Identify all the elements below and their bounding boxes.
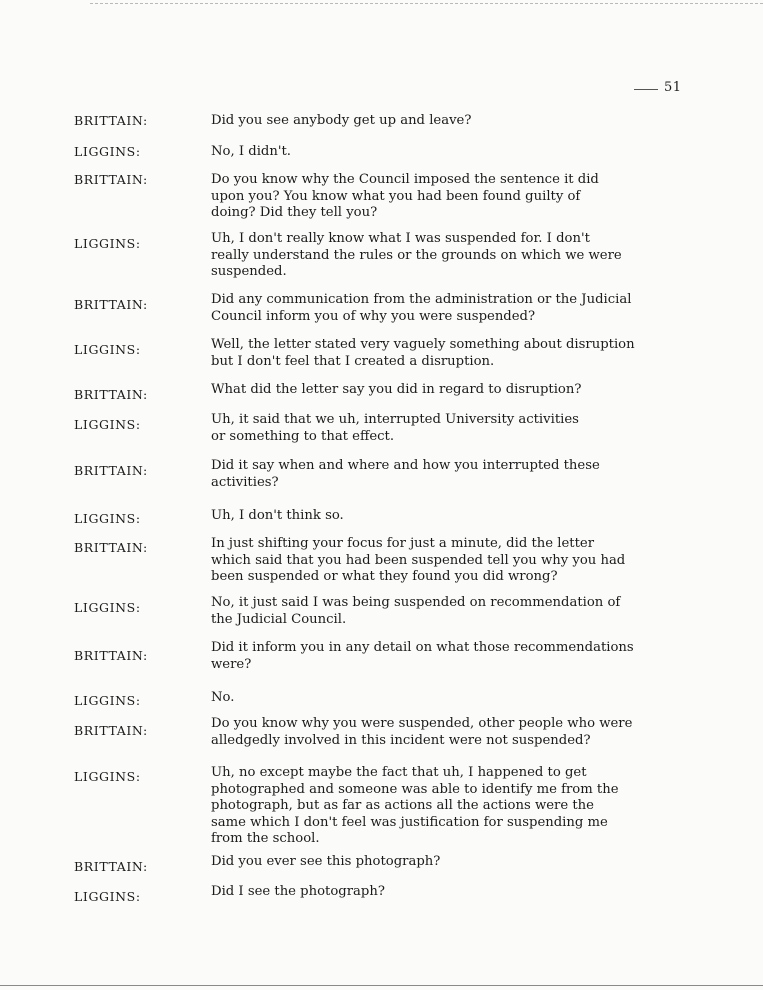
utterance-text: Did it inform you in any detail on what those recommendations were? — [211, 640, 634, 672]
speaker-label: BRITTAIN: — [74, 859, 148, 874]
page-bottom-edge — [0, 985, 763, 986]
utterance-text: Uh, I don't think so. — [211, 508, 344, 523]
speaker-label: BRITTAIN: — [74, 723, 148, 738]
utterance-text: Do you know why you were suspended, other people who were alledgedly involved in this incident were not suspended? — [211, 716, 633, 748]
page-number: 51 — [664, 80, 682, 95]
utterance-text: What did the letter say you did in regard to disruption? — [211, 382, 582, 397]
speaker-label: LIGGINS: — [74, 511, 141, 526]
utterance-text: Well, the letter stated very vaguely something about disruption but I don't feel that I created a disruption. — [211, 337, 635, 369]
utterance-text: Did you see anybody get up and leave? — [211, 113, 472, 128]
utterance-text: Uh, it said that we uh, interrupted University activities or something to that effect. — [211, 412, 579, 444]
speaker-label: BRITTAIN: — [74, 540, 148, 555]
utterance-text: Uh, no except maybe the fact that uh, I happened to get photographed and someone was able to identify me from the photograph, but as far as actions all the actions were the same which I don't feel was justification for suspending me from the school. — [211, 765, 619, 846]
utterance-text: Do you know why the Council imposed the sentence it did upon you? You know what you had been found guilty of doing? Did they tell you? — [211, 172, 599, 220]
speaker-label: LIGGINS: — [74, 236, 141, 251]
utterance-text: In just shifting your focus for just a minute, did the letter which said that you had been suspended tell you why you had been suspended or what they found you did wrong? — [211, 536, 626, 584]
utterance-text: Did any communication from the administration or the Judicial Council inform you of why you were suspended? — [211, 292, 632, 324]
speaker-label: BRITTAIN: — [74, 387, 148, 402]
utterance-text: Did you ever see this photograph? — [211, 854, 441, 869]
page-number-dash — [634, 89, 658, 90]
speaker-label: BRITTAIN: — [74, 463, 148, 478]
speaker-label: BRITTAIN: — [74, 648, 148, 663]
utterance-text: No, it just said I was being suspended on recommendation of the Judicial Council. — [211, 595, 621, 627]
utterance-text: Uh, I don't really know what I was suspended for. I don't really understand the rules or the grounds on which we were suspended. — [211, 231, 622, 279]
speaker-label: BRITTAIN: — [74, 172, 148, 187]
speaker-label: LIGGINS: — [74, 144, 141, 159]
speaker-label: LIGGINS: — [74, 769, 141, 784]
speaker-label: BRITTAIN: — [74, 297, 148, 312]
speaker-label: LIGGINS: — [74, 600, 141, 615]
speaker-label: BRITTAIN: — [74, 113, 148, 128]
utterance-text: No, I didn't. — [211, 144, 291, 159]
page-top-edge — [90, 3, 763, 4]
utterance-text: Did I see the photograph? — [211, 884, 385, 899]
utterance-text: Did it say when and where and how you interrupted these activities? — [211, 458, 600, 490]
speaker-label: LIGGINS: — [74, 342, 141, 357]
utterance-text: No. — [211, 690, 235, 705]
speaker-label: LIGGINS: — [74, 693, 141, 708]
speaker-label: LIGGINS: — [74, 417, 141, 432]
speaker-label: LIGGINS: — [74, 889, 141, 904]
